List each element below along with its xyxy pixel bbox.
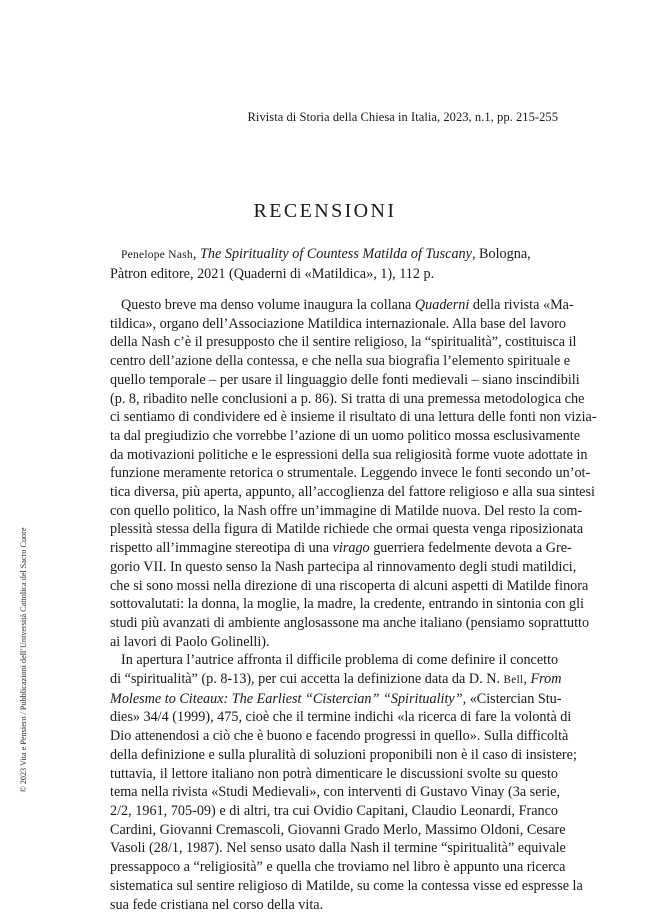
- text-line: funzione meramente retorica o strumentale. Leggendo invece le fonti secondo un’ot-: [110, 464, 558, 483]
- text-line: Questo breve ma denso volume inaugura la collana Quaderni della rivista «Ma-: [110, 296, 558, 315]
- cited-title: Molesme to Citeaux: The Earliest “Cistercian” “Spirituality”: [110, 691, 463, 707]
- text-line: tica diversa, più aperta, appunto, all’accoglienza del fattore religioso e alla sua sintesi: [110, 483, 558, 502]
- citation-publisher: Pàtron editore, 2021 (Quaderni di «Matildica», 1), 112 p.: [110, 266, 434, 282]
- text-line: ai lavori di Paolo Golinelli).: [110, 633, 558, 652]
- citation-book-title: The Spirituality of Countess Matilda of Tuscany: [200, 246, 472, 262]
- paragraph-2: [110, 651, 558, 914]
- text-line: sua fede cristiana nel corso della vita.: [110, 896, 558, 914]
- copyright-side-note: © 2023 Vita e Pensiero / Pubblicazioni dell’Università Cattolica del Sacro Cuore: [19, 460, 31, 860]
- text-line: con quello politico, la Nash offre un’immagine di Matilde nuova. Del resto la com-: [110, 502, 558, 521]
- text-line: da motivazioni politiche e le espressioni della sua religiosità forme vuote adottate in: [110, 446, 558, 465]
- text-line: di “spiritualità” (p. 8-13), per cui accetta la definizione data da D. N. Bell, From: [110, 670, 558, 690]
- text-line: gorio VII. In questo senso la Nash partecipa al rinnovamento degli studi matildici,: [110, 558, 558, 577]
- text-line: che si sono mossi nella direzione di una riscoperta di alcuni aspetti di Matilde finora: [110, 577, 558, 596]
- text-line: della definizione e sulla pluralità di soluzioni proponibili non è il caso di insistere;: [110, 746, 558, 765]
- text-line: dies» 34/4 (1999), 475, cioè che il termine indichi «la ricerca di fare la volontà di: [110, 708, 558, 727]
- text-line: quello temporale – per usare il linguaggio delle fonti medievali – siano inscindibili: [110, 371, 558, 390]
- text-line: tema nella rivista «Studi Medievali», con interventi di Gustavo Vinay (3a serie,: [110, 783, 558, 802]
- text-line: centro dell’azione della contessa, e che nella sua biografia l’elemento spirituale e: [110, 352, 558, 371]
- section-title: RECENSIONI: [0, 200, 650, 223]
- text-line: ci sentiamo di condividere ed è insieme il risultato di una lettura delle fonti non vizia-: [110, 408, 558, 427]
- text-line: ta dal pregiudizio che vorrebbe l’azione di un uomo politico mossa esclusivamente: [110, 427, 558, 446]
- paragraph-1: [110, 296, 558, 651]
- text-line: della Nash c’è il presupposto che il sentire religioso, la “spiritualità”, costituisca il: [110, 333, 558, 352]
- text-line: Molesme to Citeaux: The Earliest “Cistercian” “Spirituality”, «Cistercian Stu-: [110, 690, 558, 709]
- text-line: 2/2, 1961, 705-09) e di altri, tra cui Ovidio Capitani, Claudio Leonardi, Franco: [110, 802, 558, 821]
- running-head: Rivista di Storia della Chiesa in Italia, 2023, n.1, pp. 215-255: [248, 110, 558, 125]
- text-line: Cardini, Giovanni Cremascoli, Giovanni Grado Merlo, Massimo Oldoni, Cesare: [110, 821, 558, 840]
- text-line: (p. 8, ribadito nelle conclusioni a p. 86). Si tratta di una premessa metodologica che: [110, 390, 558, 409]
- text-line: tuttavia, il lettore italiano non potrà dimenticare le discussioni svolte su questo: [110, 765, 558, 784]
- text-line: plessità stessa della figura di Matilde richiede che ormai questa venga riposizionata: [110, 520, 558, 539]
- citation-author: Penelope Nash: [121, 249, 193, 261]
- virago-term: virago: [333, 540, 370, 556]
- text-line: rispetto all’immagine stereotipa di una virago guerriera fedelmente devota a Gre-: [110, 539, 558, 558]
- review-body: [110, 296, 558, 914]
- book-citation: Penelope Nash, The Spirituality of Countess Matilda of Tuscany, Bologna, Pàtron editore, 2021 (Quaderni di «Matildica», 1), 112 p.: [110, 245, 558, 284]
- text-line: Vasoli (28/1, 1987). Nel senso usato dalla Nash il termine “spiritualità” equivale: [110, 839, 558, 858]
- text-line: sottovalutati: la donna, la moglie, la madre, la credente, entrando in sintonia con gli: [110, 595, 558, 614]
- text-line: pressappoco a “religiosità” e quella che troviamo nel libro è appunto una ricerca: [110, 858, 558, 877]
- text-line: tildica», organo dell’Associazione Matildica internazionale. Alla base del lavoro: [110, 315, 558, 334]
- citation-place: , Bologna,: [472, 246, 531, 262]
- text-line: In apertura l’autrice affronta il difficile problema di come definire il concetto: [110, 651, 558, 670]
- cited-author: Bell: [504, 674, 524, 686]
- text-line: Dio attenendosi a ciò che è buono e facendo progressi in quello». Sulla difficoltà: [110, 727, 558, 746]
- series-title: Quaderni: [415, 297, 469, 313]
- text-line: studi più avanzati di ambiente anglosassone ma anche italiano (pensiamo soprattutto: [110, 614, 558, 633]
- cited-title-part: From: [531, 671, 562, 687]
- text-line: sistematica sul sentire religioso di Matilde, su come la contessa visse ed espresse la: [110, 877, 558, 896]
